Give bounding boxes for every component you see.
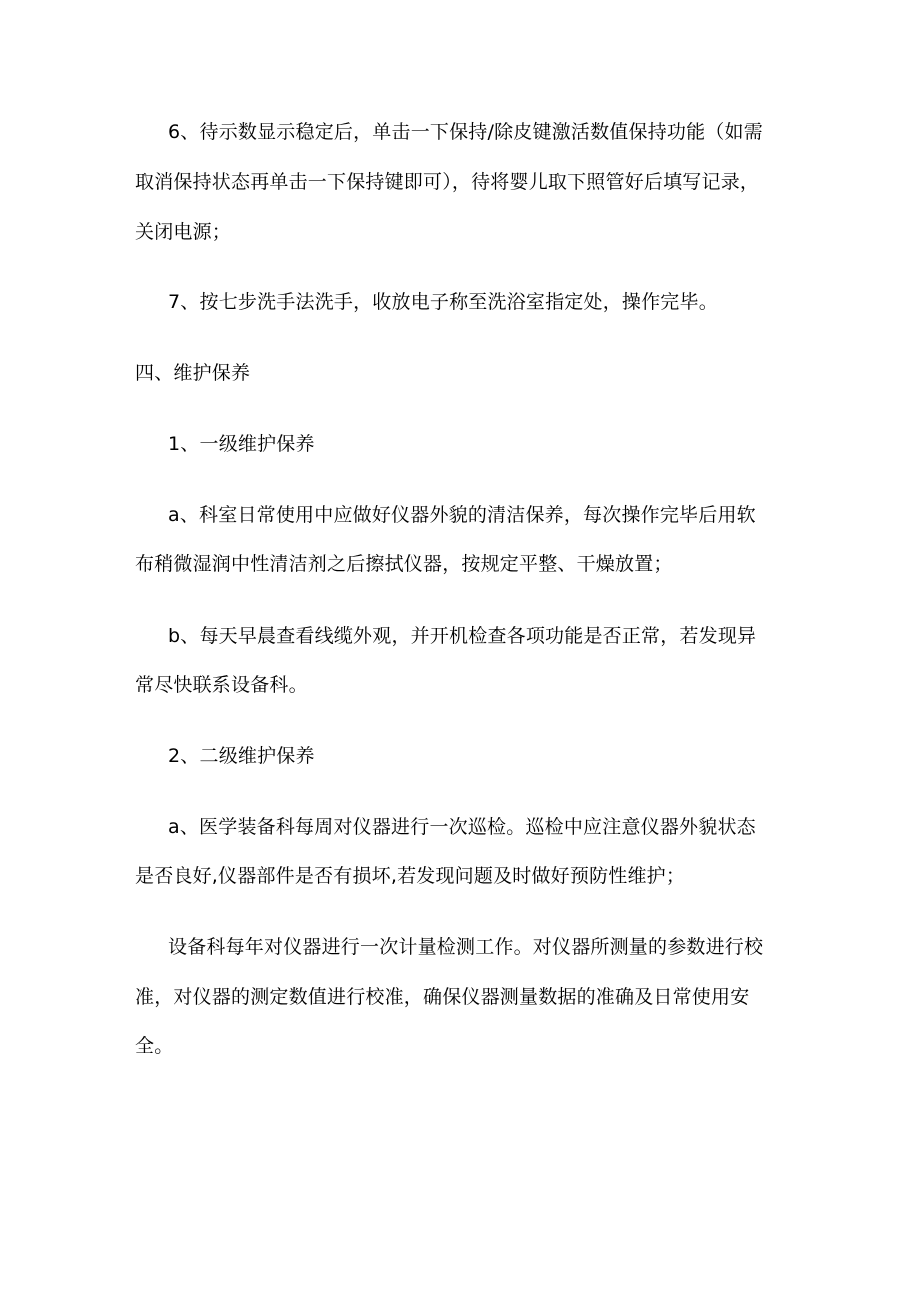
step6-line2: 取消保持状态再单击一下保持键即可），待将婴儿取下照管好后填写记录，: [135, 171, 760, 193]
section-heading-maintenance: 四、维护保养: [135, 362, 251, 384]
step6-line3: 关闭电源；: [135, 221, 232, 243]
step7-paragraph: 7、按七步洗手法洗手，收放电子称至洗浴室指定处，操作完毕。: [168, 291, 718, 313]
subheading-level1-maintenance: 1、一级维护保养: [168, 433, 315, 455]
level2-calibration-line1: 设备科每年对仪器进行一次计量检测工作。对仪器所测量的参数进行校: [168, 936, 764, 958]
level2-item-a-line1: a、医学装备科每周对仪器进行一次巡检。巡检中应注意仪器外貌状态: [168, 816, 756, 838]
level2-calibration-line2: 准，对仪器的测定数值进行校准，确保仪器测量数据的准确及日常使用安: [135, 986, 750, 1008]
level1-item-a-line1: a、科室日常使用中应做好仪器外貌的清洁保养，每次操作完毕后用软: [168, 504, 756, 526]
level2-item-a-line2: 是否良好,仪器部件是否有损坏,若发现问题及时做好预防性维护；: [135, 865, 686, 887]
level1-item-b-line1: b、每天早晨查看线缆外观，并开机检查各项功能是否正常，若发现异: [168, 625, 757, 647]
level1-item-a-line2: 布稍微湿润中性清洁剂之后擦拭仪器，按规定平整、干燥放置；: [135, 553, 673, 575]
subheading-level2-maintenance: 2、二级维护保养: [168, 745, 315, 767]
level1-item-b-line2: 常尽快联系设备科。: [135, 674, 308, 696]
level2-calibration-line3: 全。: [135, 1035, 174, 1057]
step6-line1: 6、待示数显示稳定后，单击一下保持/除皮键激活数值保持功能（如需: [168, 121, 763, 143]
